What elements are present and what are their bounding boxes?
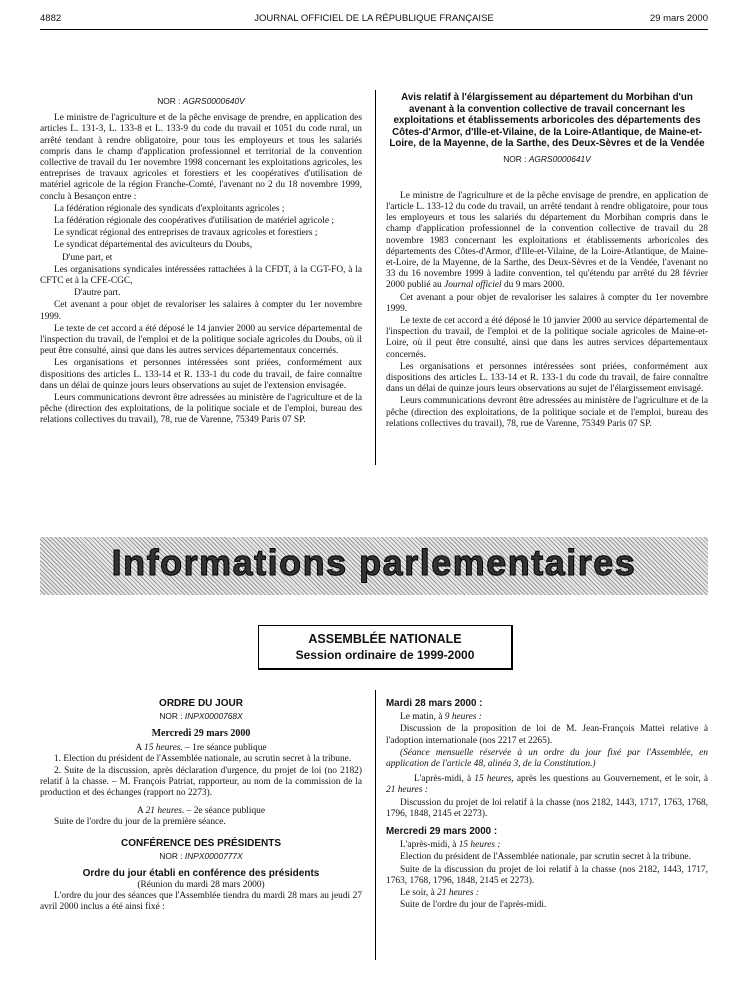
paragraph: Leurs communications devront être adressées au ministère de l'agriculture et de la pêche (direction des exploitations, de la politique sociale et de l'emploi, bureau des relations collectives du travail), 78, rue de Varenne, 75349 Paris 07 SP. <box>40 393 362 426</box>
issue-date: 29 mars 2000 <box>649 13 708 24</box>
nor-reference: NOR : INPX0000777X <box>159 851 243 862</box>
paragraph: Le syndicat régional des entreprises de travaux agricoles et forestiers ; <box>54 228 318 239</box>
agenda-note: (Séance mensuelle réservée à un ordre du jour fixé par l'Assemblée, en application de l'article 48, alinéa 3, de la Constitution.) <box>386 747 708 770</box>
ordre-etabli-title: Ordre du jour établi en conférence des présidents <box>82 868 320 880</box>
agenda-item: Discussion du projet de loi relatif à la chasse (nos 2182, 1443, 1717, 1763, 1768, 1796, 1848, 2145 et 2273). <box>386 797 708 819</box>
right-top-column <box>386 92 708 431</box>
paragraph: D'autre part. <box>74 288 121 299</box>
paragraph: Les organisations et personnes intéressées sont priées, conformément aux dispositions des articles L. 133-14 et R. 133-1 du code du travail, de faire connaître dans un délai de quinze jours leurs observations au sujet de l'élargissement envisagé. <box>386 361 708 395</box>
paragraph: La fédération régionale des coopératives d'utilisation de matériel agricole ; <box>54 216 334 227</box>
paragraph: Cet avenant a pour objet de revaloriser les salaires à compter du 1er novembre 1999. <box>40 300 362 322</box>
nor-reference: NOR : AGRS0000641V <box>503 153 591 164</box>
session-date: Mercredi 29 mars 2000 <box>151 728 251 740</box>
paragraph: Le ministre de l'agriculture et de la pêche envisage de prendre, en application des articles L. 131-3, L. 133-8 et L. 133-9 du code du travail et 1051 du code rural, un arrêté tendant à rendre obligatoire, pour tous les employeurs et tous les salariés compris dans le champ d'application professionnel et territorial de la convention collective de travail du 1er novembre 1998 concernant les exploitations agricoles, les entreprises de travaux agricoles et forestiers et les coopératives d'utilisation de matériel agricole de la région Franche-Comté, l'avenant no 2 du 18 novembre 1999, conclu à Besançon entre : <box>40 113 362 202</box>
left-top-column <box>40 96 362 428</box>
paragraph: Les organisations et personnes intéressées sont priées, conformément aux dispositions des articles L. 133-14 et R. 133-1 du code du travail, de faire connaître dans un délai de quinze jours leurs observations au sujet de l'extension envisagée. <box>40 358 362 391</box>
page-number: 4882 <box>40 13 62 24</box>
seance-line: A 21 heures. – 2e séance publique <box>136 805 266 816</box>
agenda-time: L'après-midi, à 15 heures, après les questions au Gouvernement, et le soir, à 21 heures : <box>386 774 709 796</box>
agenda-time: Le soir, à 21 heures : <box>400 888 479 899</box>
notice-title: Avis relatif à l'élargissement au département du Morbihan d'un avenant à la convention collective de travail concernant les exploitations et établissements arboricoles des départements des Côtes-d'Armor, d'Ille-et-Vilaine, de la Loire-Atlantique, de Maine-et-Loire, de la Mayenne, de la Sarthe, des Deux-Sèvres et de la Vendée <box>389 92 705 149</box>
agenda-item: Suite de l'ordre du jour de la première séance. <box>54 816 226 827</box>
paragraph: Le texte de cet accord a été déposé le 10 janvier 2000 au service départemental de l'inspection du travail, de l'emploi et de la politique sociale agricoles de Maine-et-Loire, où il peut être consulté, ainsi que dans les autres services départementaux concernés. <box>386 315 708 360</box>
session-title: Session ordinaire de 1999-2000 <box>295 648 475 662</box>
ordre-du-jour-title: ORDRE DU JOUR <box>159 698 243 709</box>
agenda-date: Mardi 28 mars 2000 : <box>386 698 483 709</box>
agenda-item: 2. Suite de la discussion, après déclaration d'urgence, du projet de loi (no 2182) relatif à la chasse. – M. François Patriat, rapporteur, au nom de la commission de la production et des échanges (rapport no 2273). <box>40 766 362 799</box>
agenda-item: Discussion de la proposition de loi de M. Jean-François Mattei relative à l'adoption internationale (nos 2217 et 2265). <box>386 724 708 746</box>
nor-reference: NOR : AGRS0000640V <box>157 96 245 106</box>
agenda-item: Election du président de l'Assemblée nationale, par scrutin secret à la tribune. <box>400 852 691 863</box>
agenda-time: Le matin, à 9 heures : <box>400 712 482 723</box>
column-divider <box>375 690 376 960</box>
header-rule <box>40 29 708 30</box>
assembly-title: ASSEMBLÉE NATIONALE <box>308 632 462 646</box>
paragraph: Cet avenant a pour objet de revaloriser les salaires à compter du 1er novembre 1999. <box>386 292 708 314</box>
agenda-item: Suite de l'ordre du jour de l'après-midi. <box>400 900 547 911</box>
column-divider <box>375 90 376 465</box>
nor-reference: NOR : INPX0000768X <box>159 711 243 722</box>
assembly-box <box>258 625 513 670</box>
agenda-item: 1. Election du président de l'Assemblée nationale, au scrutin secret à la tribune. <box>54 753 352 764</box>
agenda-item: Suite de la discussion du projet de loi relatif à la chasse (nos 2182, 1443, 1717, 1763, 1768, 1796, 1848, 2145 et 2273). <box>386 864 708 886</box>
reunion-date: (Réunion du mardi 28 mars 2000) <box>137 879 265 890</box>
journal-title: JOURNAL OFFICIEL DE LA RÉPUBLIQUE FRANÇAISE <box>254 13 494 24</box>
paragraph: Le texte de cet accord a été déposé le 14 janvier 2000 au service départemental de l'inspection du travail, de l'emploi et de la politique sociale agricoles du Doubs, où il peut être consulté, ainsi que dans les autres services départementaux concernés. <box>40 323 362 357</box>
paragraph: Les organisations syndicales intéressées rattachées à la CFDT, à la CGT-FO, à la CFTC et à la CFE-CGC, <box>40 264 362 287</box>
paragraph: Le ministre de l'agriculture et de la pêche envisage de prendre, en application de l'article L. 133-12 du code du travail, un arrêté tendant à rendre obligatoire, pour tous les employeurs et tous les salariés du département du Morbihan compris dans le champ d'application professionnel de la convention collective de travail du 28 novembre 1983 concernant les exploitations et établissements arboricoles des départements des Côtes-d'Armor, d'Ille-et-Vilaine, de la Loire-Atlantique, de Maine-et-Loire, de la Mayenne, de la Sarthe, des Deux-Sèvres et de la Vendée, l'avenant no 33 du 16 novembre 1999 à ladite convention, tel qu'étendu par arrêté du 28 février 2000 publié au Journal officiel du 9 mars 2000. <box>386 190 708 291</box>
paragraph: La fédération régionale des syndicats d'exploitants agricoles ; <box>54 203 285 214</box>
section-banner <box>40 537 708 595</box>
banner-title: Informations parlementaires <box>111 542 637 583</box>
agenda-time: L'après-midi, à 15 heures : <box>400 840 501 851</box>
page-header <box>40 13 708 27</box>
seance-line: A 15 heures. – 1re séance publique <box>135 742 267 753</box>
paragraph: Le syndicat départemental des aviculteurs du Doubs, <box>54 240 253 251</box>
paragraph: Leurs communications devront être adressées au ministère de l'agriculture et de la pêche (direction des exploitations, de la politique sociale et de l'emploi, bureau des relations collectives du travail), 78, rue de Varenne, 75349 Paris 07 SP. <box>386 396 708 429</box>
conference-title: CONFÉRENCE DES PRÉSIDENTS <box>120 838 282 850</box>
left-bottom-column <box>40 698 362 914</box>
agenda-date: Mercredi 29 mars 2000 : <box>386 826 498 838</box>
paragraph: D'une part, et <box>62 252 113 263</box>
paragraph: L'ordre du jour des séances que l'Assemblée tiendra du mardi 28 mars au jeudi 27 avril 2000 inclus a été ainsi fixé : <box>40 890 362 913</box>
right-bottom-column <box>386 698 708 912</box>
